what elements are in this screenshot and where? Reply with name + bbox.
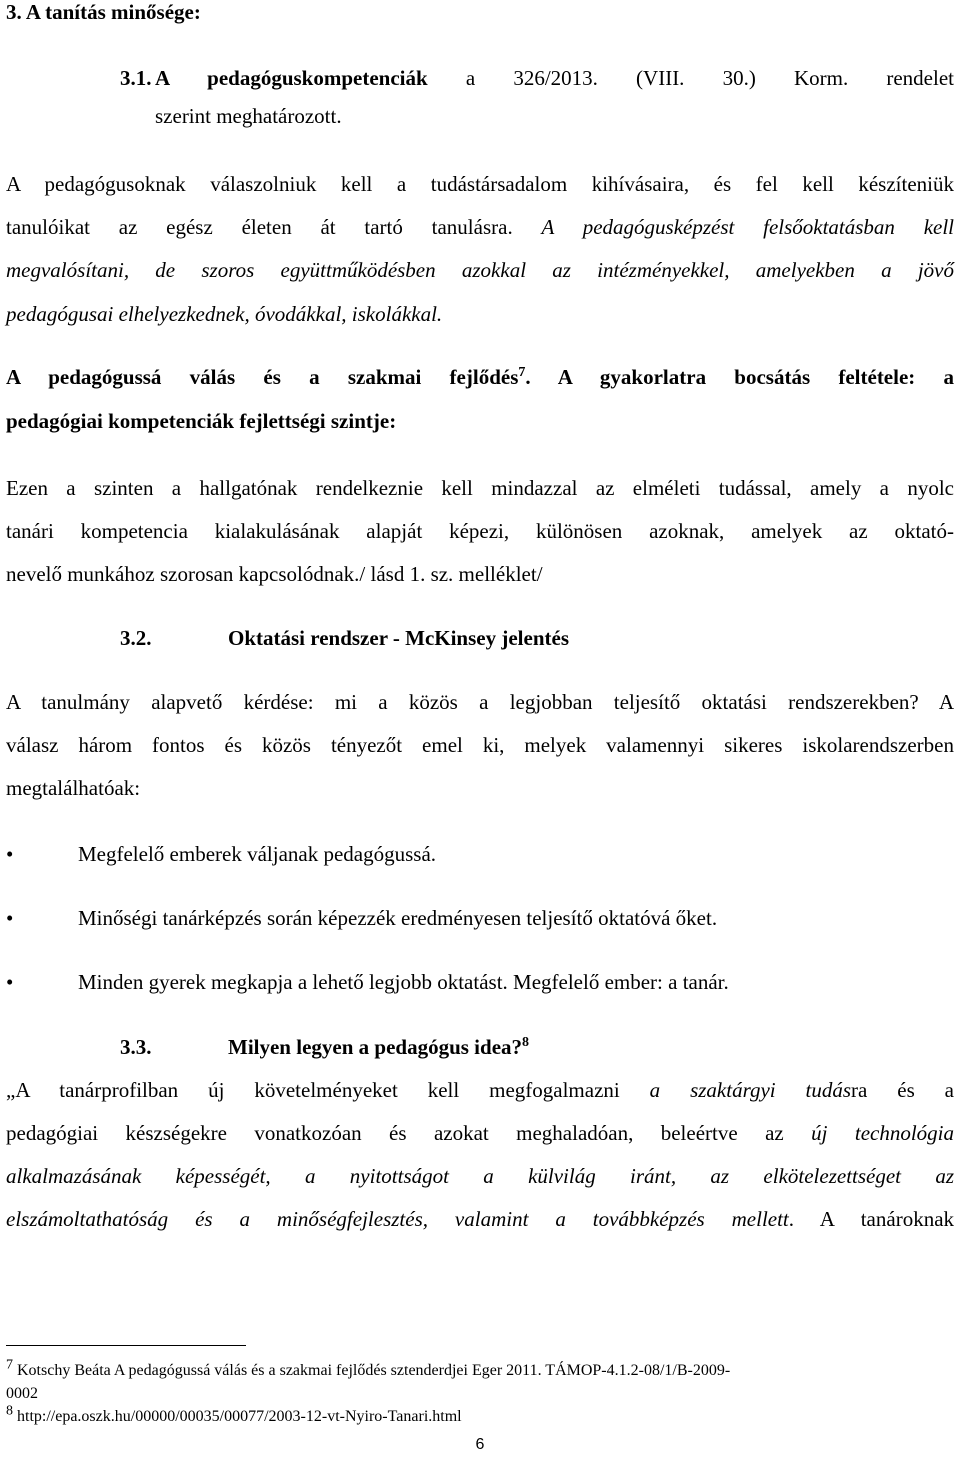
paragraph-3-line1: Ezen a szinten a hallgatónak rendelkeznie kell mindazzal az elméleti tudással, amely a nyolc [6,476,954,500]
section-heading-3: 3. A tanítás minősége: [6,0,201,24]
paragraph-2-bold2: . A gyakorlatra bocsátás feltétele: a [525,365,954,389]
paragraph-1-line3: megvalósítani, de szoros együttműködésben azokkal az intézményekkel, amelyekben a jövő [6,258,954,282]
paragraph-5-l2b: új technológia [811,1121,955,1145]
section-3-1-line1 [155,64,954,92]
paragraph-1-line1: A pedagógusoknak válaszolniuk kell a tudástársadalom kihívásaira, és fel kell készíteniük [6,172,954,196]
paragraph-4-line2: válasz három fontos és közös tényezőt emel ki, melyek valamennyi sikeres iskolarendszerben [6,733,954,757]
paragraph-2-bold1: A pedagógussá válás és a szakmai fejlődés [6,365,519,389]
footnote-7-line2: 0002 [6,1385,38,1402]
paragraph-1-line2-italic: A pedagógusképzést felsőoktatásban kell [541,215,955,239]
paragraph-5-l1c: ra és a [851,1078,955,1102]
section-3-1-rest: a 326/2013. (VIII. 30.) Korm. rendelet [465,66,954,90]
paragraph-4-line3: megtalálhatóak: [6,776,141,800]
bullet-icon: • [6,906,14,930]
paragraph-5-line2 [6,1119,954,1147]
section-3-1-title: A pedagóguskompetenciák [155,66,428,90]
bullet-icon: • [6,970,14,994]
paragraph-1-line4: pedagógusai elhelyezkednek, óvodákkal, iskolákkal. [6,302,443,326]
list-item: Minden gyerek megkapja a lehető legjobb oktatást. Megfelelő ember: a tanár. [78,970,729,994]
paragraph-5-l2a: pedagógiai készségekre vonatkozóan és azokat meghaladóan, beleértve az [6,1121,784,1145]
section-number-3-3: 3.3. [120,1035,152,1059]
section-number-3-1: 3.1. [120,66,152,90]
page-number: 6 [475,1436,485,1453]
paragraph-5-l1a: „A tanárprofilban új követelményeket kell megfogalmazni [6,1078,620,1102]
section-3-1-line2: szerint meghatározott. [155,104,342,128]
section-3-3-title: Milyen legyen a pedagógus idea? [228,1035,523,1059]
paragraph-5-line3: alkalmazásának képességét, a nyitottságot a külvilág iránt, az elkötelezettséget az [6,1164,954,1188]
footnote-ref-8: 8 [522,1035,530,1050]
footnote-7-line1 [6,1357,954,1382]
list-item: Megfelelő emberek váljanak pedagógussá. [78,842,437,866]
paragraph-5-line4 [6,1205,954,1233]
section-number-3-2: 3.2. [120,626,152,650]
footnote-separator [6,1345,246,1346]
footnote-8-number: 8 [6,1403,13,1419]
footnote-ref-7: 7 [518,365,526,380]
paragraph-4-line1: A tanulmány alapvető kérdése: mi a közös a legjobban teljesítő oktatási rendszerekben? A [6,690,954,714]
paragraph-5-l1b: a szaktárgyi tudás [649,1078,852,1102]
paragraph-3-line3: nevelő munkához szorosan kapcsolódnak./ lásd 1. sz. melléklet/ [6,562,543,586]
paragraph-1-line2 [6,213,954,241]
paragraph-5-l4b: . A tanároknak [788,1207,955,1231]
list-item: Minőségi tanárképzés során képezzék eredményesen teljesítő oktatóvá őket. [78,906,718,930]
paragraph-3-line2: tanári kompetencia kialakulásának alapját képezi, különösen azoknak, amelyek az oktató- [6,519,954,543]
paragraph-2-line2: pedagógiai kompetenciák fejlettségi szintje: [6,409,397,433]
bullet-icon: • [6,842,14,866]
paragraph-2-line1 [6,363,954,391]
footnote-7-text: Kotschy Beáta A pedagógussá válás és a szakmai fejlődés sztenderdjei Eger 2011. TÁMOP-4.1.2-08/1/B-2009- [13,1362,731,1379]
footnote-7-number: 7 [6,1357,13,1373]
section-3-3-title-line [228,1033,928,1061]
paragraph-5-line1 [6,1076,954,1104]
paragraph-1-line2-plain: tanulóikat az egész életen át tartó tanulásra. [6,215,513,239]
footnote-8 [6,1403,954,1428]
footnote-8-text: http://epa.oszk.hu/00000/00035/00077/2003-12-vt-Nyiro-Tanari.html [13,1408,462,1425]
paragraph-5-l4a: elszámoltathatóság és a minőségfejlesztés, valamint a továbbképzés mellett [6,1207,789,1231]
section-3-2-title: Oktatási rendszer - McKinsey jelentés [228,626,569,650]
